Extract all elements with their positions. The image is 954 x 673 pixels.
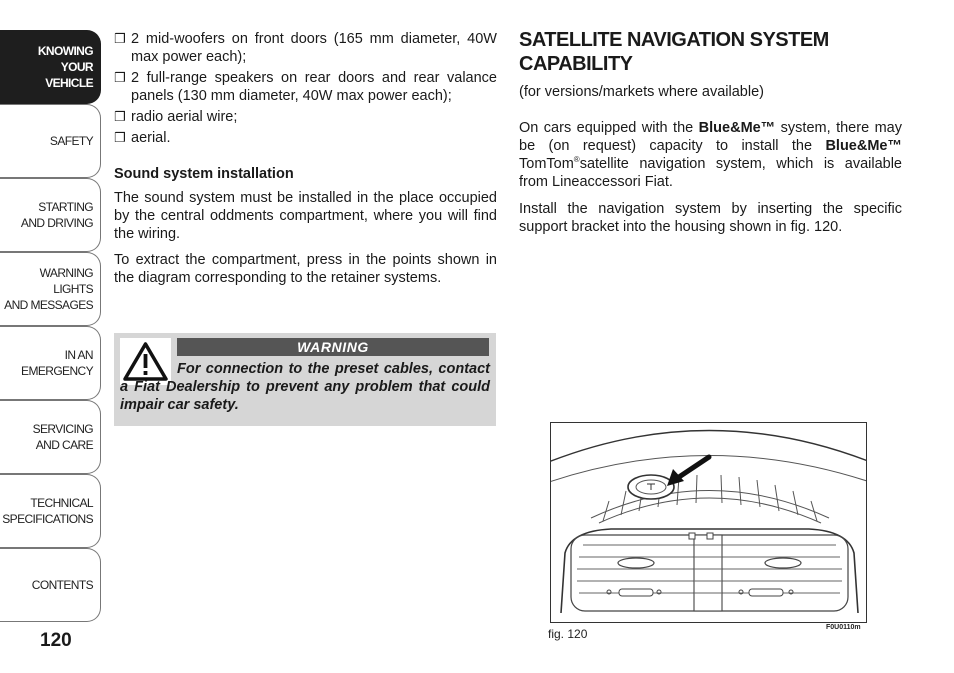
page-number: 120 xyxy=(40,630,72,651)
warning-text: For connection to the preset cables, contact a Fiat Dealership to prevent any problem that could impair car safety. xyxy=(120,361,490,413)
tab-label: TECHNICAL SPECIFICATIONS xyxy=(2,496,93,526)
list-item: ❒ radio aerial wire; xyxy=(114,109,238,125)
checkbox-bullet-icon: ❒ xyxy=(114,31,126,46)
tab-label: WARNING LIGHTS AND MESSAGES xyxy=(4,266,93,312)
list-item: ❒ 2 mid-woofers on front doors (165 mm diameter, 40W max power each); xyxy=(114,31,497,65)
brand-name: Blue&Me™ xyxy=(825,138,902,154)
tab-technical-specifications[interactable] xyxy=(0,474,101,548)
section-heading: SATELLITE NAVIGATION SYSTEM CAPABILITY xyxy=(519,29,829,75)
tab-servicing-and-care[interactable] xyxy=(0,400,101,474)
availability-note: (for versions/markets where available) xyxy=(519,84,764,100)
tab-warning-lights[interactable] xyxy=(0,252,101,326)
paragraph: The sound system must be installed in the place occupied by the central oddments compartment, where you will find the wiring. xyxy=(114,190,497,242)
tab-label: IN AN EMERGENCY xyxy=(21,348,93,378)
checkbox-bullet-icon: ❒ xyxy=(114,109,126,124)
figure-caption: fig. 120 xyxy=(548,627,588,641)
tab-starting-and-driving[interactable] xyxy=(0,178,101,252)
warning-title: WARNING xyxy=(177,338,489,356)
tab-safety[interactable] xyxy=(0,104,101,178)
tab-contents[interactable] xyxy=(0,548,101,622)
tab-knowing-your-vehicle[interactable] xyxy=(0,30,101,104)
brand-name: Blue&Me™ xyxy=(698,120,776,136)
tab-label: STARTING AND DRIVING xyxy=(20,200,93,230)
tab-in-an-emergency[interactable] xyxy=(0,326,101,400)
tab-label: SAFETY xyxy=(49,134,93,148)
tab-label: SERVICING AND CARE xyxy=(32,422,93,452)
warning-box xyxy=(114,333,496,426)
figure-code: F0U0110m xyxy=(826,624,861,631)
left-column xyxy=(114,30,497,295)
tab-label: KNOWING YOUR VEHICLE xyxy=(37,44,93,90)
section-subheading: Sound system installation xyxy=(114,166,294,182)
tab-label: CONTENTS xyxy=(31,578,93,592)
paragraph: Install the navigation system by inserting the specific support bracket into the housing shown in fig. 120. xyxy=(519,201,902,235)
list-item: ❒ 2 full-range speakers on rear doors and rear valance panels (130 mm diameter, 40W max power each); xyxy=(114,70,497,104)
dashboard-vent-illustration xyxy=(550,422,867,623)
list-item: ❒ aerial. xyxy=(114,130,171,146)
paragraph: To extract the compartment, press in the points shown in the diagram corresponding to the retainer systems. xyxy=(114,252,497,286)
paragraph: On cars equipped with the Blue&Me™ system, there may be (on request) capacity to install the Blue&Me™ TomTom®satellite navigation system, which is available from Lineaccessori Fiat. xyxy=(519,120,902,190)
checkbox-bullet-icon: ❒ xyxy=(114,130,126,145)
right-column xyxy=(519,28,902,245)
checkbox-bullet-icon: ❒ xyxy=(114,70,126,85)
chapter-sidebar xyxy=(0,30,101,622)
